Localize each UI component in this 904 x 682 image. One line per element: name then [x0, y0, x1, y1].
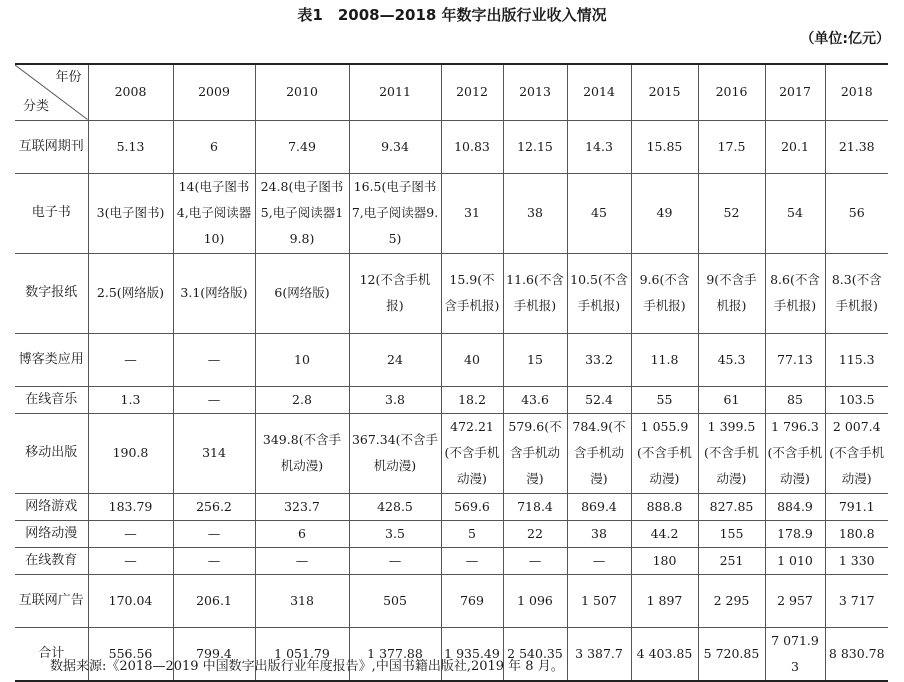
- table-cell: 1 377.88: [349, 627, 441, 681]
- table-cell: 1 096: [503, 574, 567, 627]
- table-cell: 869.4: [567, 493, 631, 520]
- table-row: [15, 413, 888, 493]
- table-cell: —: [173, 547, 255, 574]
- table-cell: —: [88, 520, 173, 547]
- year-header: 2013: [503, 64, 567, 120]
- table-cell: 556.56: [88, 627, 173, 681]
- table-cell: 323.7: [255, 493, 349, 520]
- table-cell: —: [503, 547, 567, 574]
- table-body: [15, 64, 888, 681]
- revenue-table: [15, 63, 888, 682]
- table-cell: 38: [567, 520, 631, 547]
- year-header: 2011: [349, 64, 441, 120]
- table-cell: 11.6(不含手机报): [503, 253, 567, 333]
- table-cell: 4 403.85: [631, 627, 698, 681]
- table-cell: 14.3: [567, 120, 631, 173]
- table-cell: 12.15: [503, 120, 567, 173]
- table-cell: 8.6(不含手机报): [765, 253, 825, 333]
- table-cell: 17.5: [698, 120, 765, 173]
- corner-category-label: 分类: [23, 98, 50, 114]
- table-cell: 206.1: [173, 574, 255, 627]
- table-cell: 2 957: [765, 574, 825, 627]
- table-cell: 9(不含手机报): [698, 253, 765, 333]
- table-row: [15, 520, 888, 547]
- table-cell: —: [173, 386, 255, 413]
- table-row: [15, 574, 888, 627]
- row-label: 移动出版: [15, 413, 88, 493]
- year-header: 2010: [255, 64, 349, 120]
- table-cell: 8 830.78: [825, 627, 888, 681]
- year-header: 2012: [441, 64, 503, 120]
- row-label: 互联网期刊: [15, 120, 88, 173]
- table-cell: 7 071.93: [765, 627, 825, 681]
- table-cell: 769: [441, 574, 503, 627]
- table-cell: 9.34: [349, 120, 441, 173]
- table-cell: 7.49: [255, 120, 349, 173]
- header-row: [15, 64, 888, 120]
- table-cell: 14(电子图书4,电子阅读器10): [173, 173, 255, 253]
- table-cell: 22: [503, 520, 567, 547]
- table-cell: 428.5: [349, 493, 441, 520]
- year-header: 2014: [567, 64, 631, 120]
- table-cell: 2 007.4(不含手机动漫): [825, 413, 888, 493]
- table-cell: —: [88, 333, 173, 386]
- row-label: 合计: [15, 627, 88, 681]
- row-label: 数字报纸: [15, 253, 88, 333]
- table-cell: 54: [765, 173, 825, 253]
- table-cell: 170.04: [88, 574, 173, 627]
- table-cell: —: [441, 547, 503, 574]
- table-cell: —: [88, 547, 173, 574]
- table-cell: 33.2: [567, 333, 631, 386]
- year-header: 2015: [631, 64, 698, 120]
- table-cell: 15.9(不含手机报): [441, 253, 503, 333]
- table-row: [15, 386, 888, 413]
- table-cell: 15.85: [631, 120, 698, 173]
- table-cell: 10: [255, 333, 349, 386]
- table-cell: 183.79: [88, 493, 173, 520]
- table-cell: —: [567, 547, 631, 574]
- table-cell: 180: [631, 547, 698, 574]
- table-cell: 31: [441, 173, 503, 253]
- table-cell: 103.5: [825, 386, 888, 413]
- table-cell: 115.3: [825, 333, 888, 386]
- table-cell: 20.1: [765, 120, 825, 173]
- table-cell: 349.8(不含手机动漫): [255, 413, 349, 493]
- table-cell: 180.8: [825, 520, 888, 547]
- table-cell: 178.9: [765, 520, 825, 547]
- table-cell: 21.38: [825, 120, 888, 173]
- unit-label: （单位:亿元）: [800, 31, 890, 47]
- row-label: 网络动漫: [15, 520, 88, 547]
- row-label: 电子书: [15, 173, 88, 253]
- table-cell: 11.8: [631, 333, 698, 386]
- table-cell: 2.8: [255, 386, 349, 413]
- table-cell: 40: [441, 333, 503, 386]
- table-cell: 884.9: [765, 493, 825, 520]
- corner-year-label: 年份: [55, 70, 82, 85]
- row-label: 在线音乐: [15, 386, 88, 413]
- table-cell: 52: [698, 173, 765, 253]
- table-cell: 799.4: [173, 627, 255, 681]
- table-row: [15, 333, 888, 386]
- table-cell: 1 330: [825, 547, 888, 574]
- table-cell: 1 796.3(不含手机动漫): [765, 413, 825, 493]
- year-header: 2009: [173, 64, 255, 120]
- table-cell: 1 051.79: [255, 627, 349, 681]
- table-cell: —: [349, 547, 441, 574]
- corner-cell: [15, 64, 88, 120]
- year-header: 2018: [825, 64, 888, 120]
- table-cell: 6(网络版): [255, 253, 349, 333]
- table-cell: 888.8: [631, 493, 698, 520]
- row-label: 网络游戏: [15, 493, 88, 520]
- table-cell: —: [255, 547, 349, 574]
- table-cell: 1 897: [631, 574, 698, 627]
- table-cell: 318: [255, 574, 349, 627]
- table-cell: 6: [173, 120, 255, 173]
- table-cell: 505: [349, 574, 441, 627]
- table-cell: 569.6: [441, 493, 503, 520]
- table-cell: 2 295: [698, 574, 765, 627]
- table-cell: 61: [698, 386, 765, 413]
- table-cell: 8.3(不含手机报): [825, 253, 888, 333]
- table-cell: —: [173, 333, 255, 386]
- table-cell: 2.5(网络版): [88, 253, 173, 333]
- table-cell: 827.85: [698, 493, 765, 520]
- table-cell: 155: [698, 520, 765, 547]
- table-cell: 1 010: [765, 547, 825, 574]
- table-cell: 1 399.5(不含手机动漫): [698, 413, 765, 493]
- table-cell: 3 387.7: [567, 627, 631, 681]
- table-cell: 5.13: [88, 120, 173, 173]
- table-cell: 52.4: [567, 386, 631, 413]
- table-cell: 10.83: [441, 120, 503, 173]
- year-header: 2017: [765, 64, 825, 120]
- table-cell: 190.8: [88, 413, 173, 493]
- table-cell: 251: [698, 547, 765, 574]
- table-cell: 718.4: [503, 493, 567, 520]
- table-cell: 3(电子图书): [88, 173, 173, 253]
- year-header: 2008: [88, 64, 173, 120]
- table-cell: 3.1(网络版): [173, 253, 255, 333]
- table-cell: 579.6(不含手机动漫): [503, 413, 567, 493]
- table-cell: 24: [349, 333, 441, 386]
- table-cell: 15: [503, 333, 567, 386]
- table-row: [15, 493, 888, 520]
- table-cell: 12(不含手机报): [349, 253, 441, 333]
- table-cell: 9.6(不含手机报): [631, 253, 698, 333]
- table-cell: 367.34(不含手机动漫): [349, 413, 441, 493]
- table-cell: 3 717: [825, 574, 888, 627]
- table-cell: 791.1: [825, 493, 888, 520]
- table-cell: 1 935.49: [441, 627, 503, 681]
- table-cell: 49: [631, 173, 698, 253]
- table-cell: 1 055.9(不含手机动漫): [631, 413, 698, 493]
- table-cell: 1 507: [567, 574, 631, 627]
- table-cell: 56: [825, 173, 888, 253]
- year-header: 2016: [698, 64, 765, 120]
- row-label: 互联网广告: [15, 574, 88, 627]
- table-row: [15, 547, 888, 574]
- row-label: 在线教育: [15, 547, 88, 574]
- table-cell: 3.8: [349, 386, 441, 413]
- table-cell: 18.2: [441, 386, 503, 413]
- table-cell: 1.3: [88, 386, 173, 413]
- table-row: [15, 173, 888, 253]
- table-cell: 55: [631, 386, 698, 413]
- table-cell: 3.5: [349, 520, 441, 547]
- table-cell: 5 720.85: [698, 627, 765, 681]
- table-cell: 2 540.35: [503, 627, 567, 681]
- table-cell: 784.9(不含手机动漫): [567, 413, 631, 493]
- table-row: [15, 120, 888, 173]
- table-cell: 85: [765, 386, 825, 413]
- table-cell: 43.6: [503, 386, 567, 413]
- table-cell: 5: [441, 520, 503, 547]
- table-cell: 44.2: [631, 520, 698, 547]
- table-cell: 256.2: [173, 493, 255, 520]
- table-cell: 16.5(电子图书7,电子阅读器9.5): [349, 173, 441, 253]
- table-cell: 10.5(不含手机报): [567, 253, 631, 333]
- table-cell: 77.13: [765, 333, 825, 386]
- source-note: 数据来源:《2018—2019 中国数字出版行业年度报告》,中国书籍出版社,2019 年 8 月。: [50, 659, 564, 674]
- table-cell: 45.3: [698, 333, 765, 386]
- table-cell: 314: [173, 413, 255, 493]
- table-cell: 472.21(不含手机动漫): [441, 413, 503, 493]
- table-cell: 38: [503, 173, 567, 253]
- table-row: [15, 253, 888, 333]
- table-title: 表1 2008—2018 年数字出版行业收入情况: [297, 6, 607, 24]
- row-label: 博客类应用: [15, 333, 88, 386]
- table-cell: 6: [255, 520, 349, 547]
- table-cell: —: [173, 520, 255, 547]
- table-cell: 24.8(电子图书5,电子阅读器19.8): [255, 173, 349, 253]
- table-cell: 45: [567, 173, 631, 253]
